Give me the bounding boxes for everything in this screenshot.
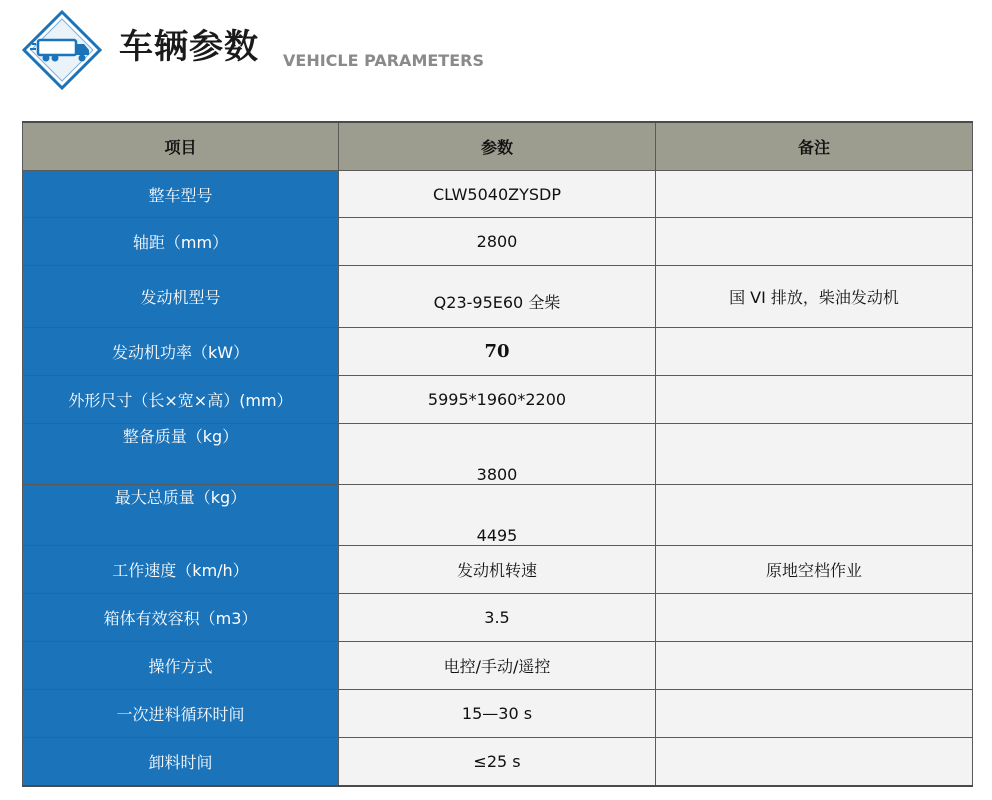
table-row bbox=[23, 690, 973, 738]
row-label: 外形尺寸（长×宽×高）(mm） bbox=[23, 376, 339, 424]
row-note bbox=[656, 218, 973, 266]
row-value: 4495 bbox=[339, 485, 656, 546]
row-note bbox=[656, 485, 973, 546]
page-subtitle: VEHICLE PARAMETERS bbox=[283, 51, 484, 70]
row-label: 整备质量（kg） bbox=[23, 424, 339, 485]
table-row bbox=[23, 485, 973, 546]
row-value: 3.5 bbox=[339, 594, 656, 642]
row-note: 原地空档作业 bbox=[656, 546, 973, 594]
row-value: 5995*1960*2200 bbox=[339, 376, 656, 424]
row-value: Q23-95E60 全柴 bbox=[339, 266, 656, 328]
page-header bbox=[22, 10, 622, 90]
row-note bbox=[656, 738, 973, 786]
row-value: 2800 bbox=[339, 218, 656, 266]
truck-diamond-icon bbox=[22, 10, 102, 90]
row-label: 操作方式 bbox=[23, 642, 339, 690]
table-row bbox=[23, 266, 973, 328]
column-header-note: 备注 bbox=[656, 122, 973, 171]
row-note bbox=[656, 171, 973, 218]
row-value: ≤25 s bbox=[339, 738, 656, 786]
table-row bbox=[23, 738, 973, 786]
column-header-item: 项目 bbox=[23, 122, 339, 171]
row-label: 工作速度（km/h） bbox=[23, 546, 339, 594]
column-header-value: 参数 bbox=[339, 122, 656, 171]
page-title: 车辆参数 bbox=[119, 27, 259, 67]
row-value: 发动机转速 bbox=[339, 546, 656, 594]
table-row bbox=[23, 642, 973, 690]
row-label: 发动机功率（kW） bbox=[23, 328, 339, 376]
row-label: 发动机型号 bbox=[23, 266, 339, 328]
row-note bbox=[656, 594, 973, 642]
row-value: 3800 bbox=[339, 424, 656, 485]
table-row bbox=[23, 171, 973, 218]
table-row bbox=[23, 424, 973, 485]
row-value: CLW5040ZYSDP bbox=[339, 171, 656, 218]
row-note bbox=[656, 690, 973, 738]
row-label: 一次进料循环时间 bbox=[23, 690, 339, 738]
row-label: 箱体有效容积（m3） bbox=[23, 594, 339, 642]
row-label: 卸料时间 bbox=[23, 738, 339, 786]
row-note bbox=[656, 424, 973, 485]
table-row bbox=[23, 328, 973, 376]
row-note bbox=[656, 642, 973, 690]
table-row bbox=[23, 376, 973, 424]
row-label: 最大总质量（kg） bbox=[23, 485, 339, 546]
row-label: 轴距（mm） bbox=[23, 218, 339, 266]
row-note bbox=[656, 328, 973, 376]
row-note bbox=[656, 376, 973, 424]
row-label: 整车型号 bbox=[23, 171, 339, 218]
row-note: 国 VI 排放，柴油发动机 bbox=[656, 266, 973, 328]
row-value: 70 bbox=[339, 328, 656, 376]
table-row bbox=[23, 218, 973, 266]
table-row bbox=[23, 594, 973, 642]
row-value: 电控/手动/遥控 bbox=[339, 642, 656, 690]
vehicle-parameters-table bbox=[22, 121, 973, 787]
row-value: 15—30 s bbox=[339, 690, 656, 738]
table-row bbox=[23, 546, 973, 594]
table-header-row bbox=[23, 122, 973, 171]
